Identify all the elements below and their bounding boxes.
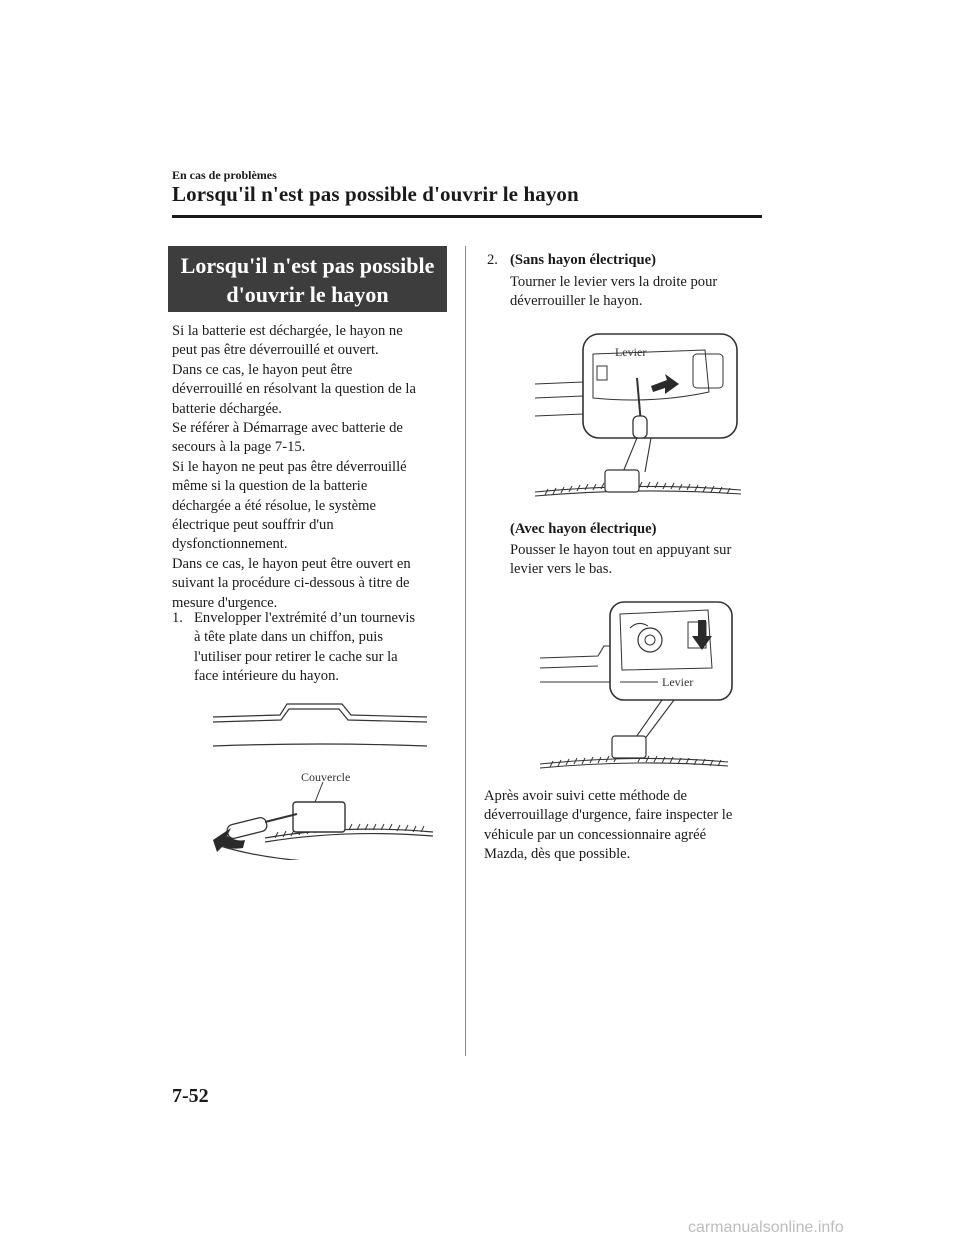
section-label: En cas de problèmes — [172, 168, 277, 182]
banner-line-1: Lorsqu'il n'est pas possible — [180, 253, 435, 278]
figure-2-label: Levier — [615, 345, 647, 359]
step-2-number: 2. — [487, 252, 498, 268]
step-2b-text — [510, 541, 765, 580]
closing-line: déverrouillage d'urgence, faire inspecter le — [484, 807, 733, 824]
intro-line: Dans ce cas, le hayon peut être — [172, 361, 353, 378]
section-banner — [168, 246, 447, 312]
step-2-text — [510, 273, 760, 312]
intro-line: dysfonctionnement. — [172, 536, 288, 553]
closing-paragraph — [484, 787, 764, 865]
intro-paragraph — [172, 322, 444, 613]
intro-line: peut pas être déverrouillé et ouvert. — [172, 342, 379, 359]
intro-line: déverrouillé en résolvant la question de la — [172, 381, 416, 398]
column-divider — [465, 246, 466, 1056]
step-1-line: Envelopper l'extrémité d’un tournevis — [194, 610, 416, 626]
page-title: Lorsqu'il n'est pas possible d'ouvrir le hayon — [172, 182, 579, 206]
figure-lever-power — [538, 598, 736, 778]
step-1-line: l'utiliser pour retirer le cache sur la — [194, 648, 398, 665]
step-2-line: déverrouiller le hayon. — [510, 293, 643, 310]
closing-line: véhicule par un concessionnaire agréé — [484, 826, 707, 843]
intro-line: Dans ce cas, le hayon peut être ouvert en — [172, 555, 411, 572]
step-2-line: Tourner le levier vers la droite pour — [510, 274, 718, 290]
step-2b-line: levier vers le bas. — [510, 561, 613, 578]
cover-shape — [293, 802, 345, 832]
header-rule — [172, 215, 762, 218]
intro-line: secours à la page 7-15. — [172, 439, 306, 456]
page-number: 7-52 — [172, 1085, 209, 1107]
closing-line: Après avoir suivi cette méthode de — [484, 788, 688, 804]
intro-line: déchargée a été résolue, le système — [172, 497, 376, 514]
intro-line: électrique peut souffrir d'un — [172, 517, 334, 534]
step-2b-heading: (Avec hayon électrique) — [510, 521, 657, 537]
intro-line: suivant la procédure ci-dessous à titre de — [172, 575, 410, 592]
step-1-line: à tête plate dans un chiffon, puis — [194, 629, 383, 646]
closing-line: Mazda, dès que possible. — [484, 846, 631, 863]
step-1 — [172, 609, 444, 687]
figure-3-label: Levier — [662, 675, 694, 689]
intro-line: Si la batterie est déchargée, le hayon ne — [172, 323, 403, 339]
intro-line: batterie déchargée. — [172, 400, 282, 417]
step-2b-line: Pousser le hayon tout en appuyant sur — [510, 542, 732, 558]
watermark: carmanualsonline.info — [688, 1219, 844, 1236]
step-1-number: 1. — [172, 610, 183, 626]
step-1-line: face intérieure du hayon. — [194, 668, 340, 685]
banner-line-2: d'ouvrir le hayon — [226, 282, 389, 307]
intro-line: mesure d'urgence. — [172, 594, 278, 611]
figure-lever-manual — [533, 332, 743, 514]
intro-line: Si le hayon ne peut pas être déverrouillé — [172, 458, 407, 475]
intro-line: Se référer à Démarrage avec batterie de — [172, 420, 403, 437]
figure-remove-cover — [205, 690, 437, 860]
step-2-heading: (Sans hayon électrique) — [510, 252, 656, 268]
screwdriver-icon — [226, 814, 297, 840]
figure-1-label: Couvercle — [301, 770, 351, 784]
intro-line: même si la question de la batterie — [172, 478, 368, 495]
